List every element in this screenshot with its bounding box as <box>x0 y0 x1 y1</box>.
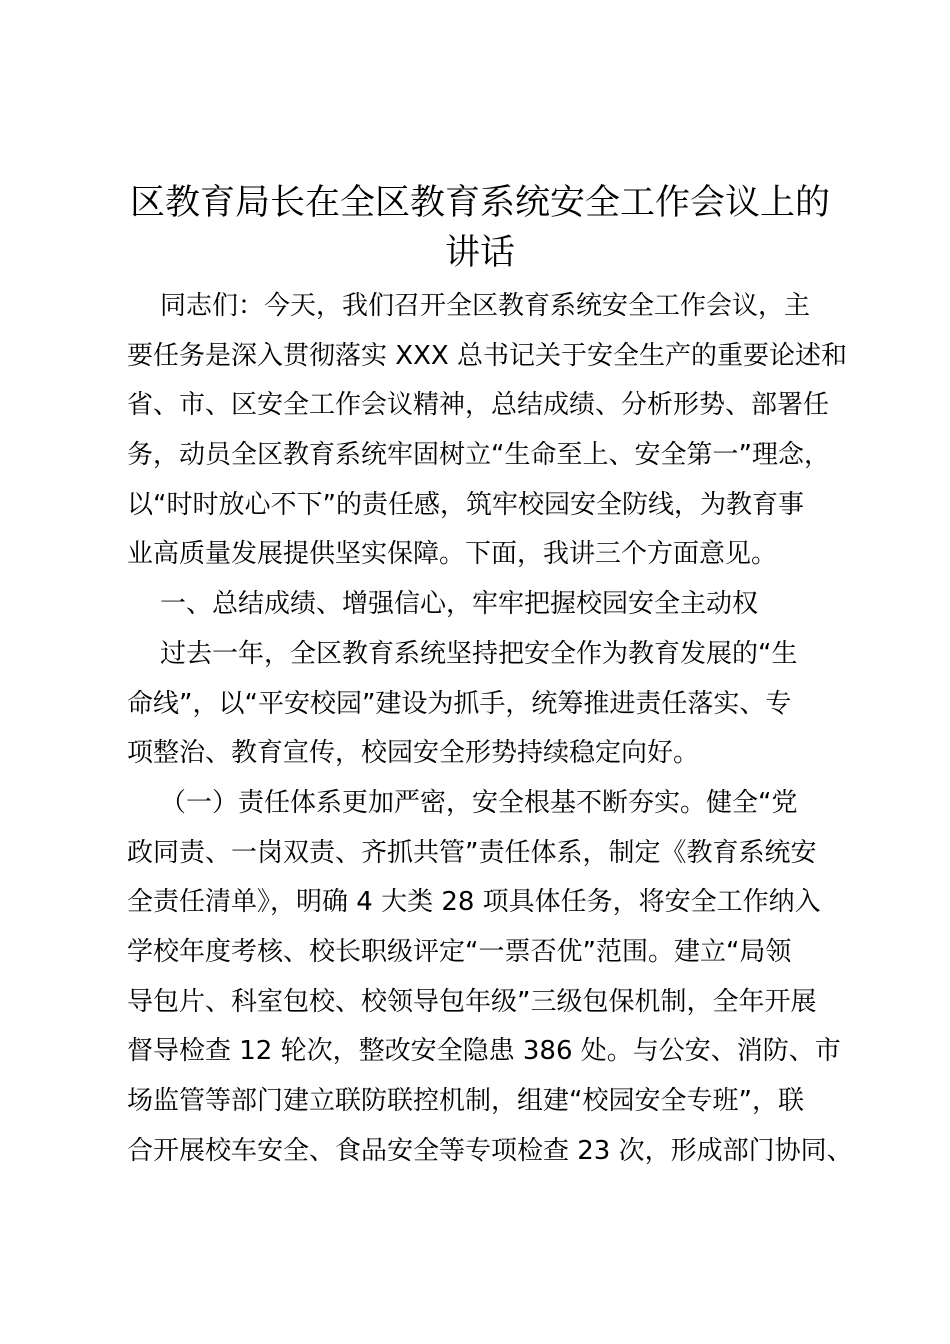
body-line: 以“时时放心不下”的责任感，筑牢校园安全防线，为教育事 <box>127 489 804 520</box>
body-line: 业高质量发展提供坚实保障。下面，我讲三个方面意见。 <box>127 539 778 570</box>
body-line: 务，动员全区教育系统牢固树立“生命至上、安全第一”理念， <box>127 440 830 471</box>
body-line: 政同责、一岗双责、齐抓共管”责任体系，制定《教育系统安 <box>127 837 817 868</box>
section-heading-1: 一、总结成绩、增强信心，牢牢把握校园安全主动权 <box>127 589 759 620</box>
document-body <box>127 282 851 1176</box>
title-line-1: 区教育局长在全区教育系统安全工作会议上的 <box>129 183 830 223</box>
body-line: 合开展校车安全、食品安全等专项检查 23 次，形成部门协同、 <box>127 1135 853 1166</box>
body-line: （一）责任体系更加严密，安全根基不断夯实。健全“党 <box>127 787 798 818</box>
body-line: 省、市、区安全工作会议精神，总结成绩、分析形势、部署任 <box>127 390 830 421</box>
body-line: 场监管等部门建立联防联控机制，组建“校园安全专班”，联 <box>127 1086 804 1116</box>
body-line: 学校年度考核、校长职级评定“一票否优”范围。建立“局领 <box>127 936 792 967</box>
body-line: 全责任清单》，明确 4 大类 28 项具体任务，将安全工作纳入 <box>127 887 821 918</box>
body-line: 同志们：今天，我们召开全区教育系统安全工作会议，主 <box>127 291 811 321</box>
body-line: 项整治、教育宣传，校园安全形势持续稳定向好。 <box>127 738 700 769</box>
document-title <box>100 178 860 277</box>
body-line: 督导检查 12 轮次，整改安全隐患 386 处。与公安、消防、市 <box>127 1036 841 1067</box>
body-line: 过去一年，全区教育系统坚持把安全作为教育发展的“生 <box>127 638 798 669</box>
title-line-2: 讲话 <box>444 232 515 273</box>
body-line: 要任务是深入贯彻落实 XXX 总书记关于安全生产的重要论述和 <box>127 340 847 371</box>
body-line: 命线”，以“平安校园”建设为抓手，统筹推进责任落实、专 <box>127 688 792 719</box>
body-line: 导包片、科室包校、校领导包年级”三级包保机制，全年开展 <box>127 986 817 1017</box>
